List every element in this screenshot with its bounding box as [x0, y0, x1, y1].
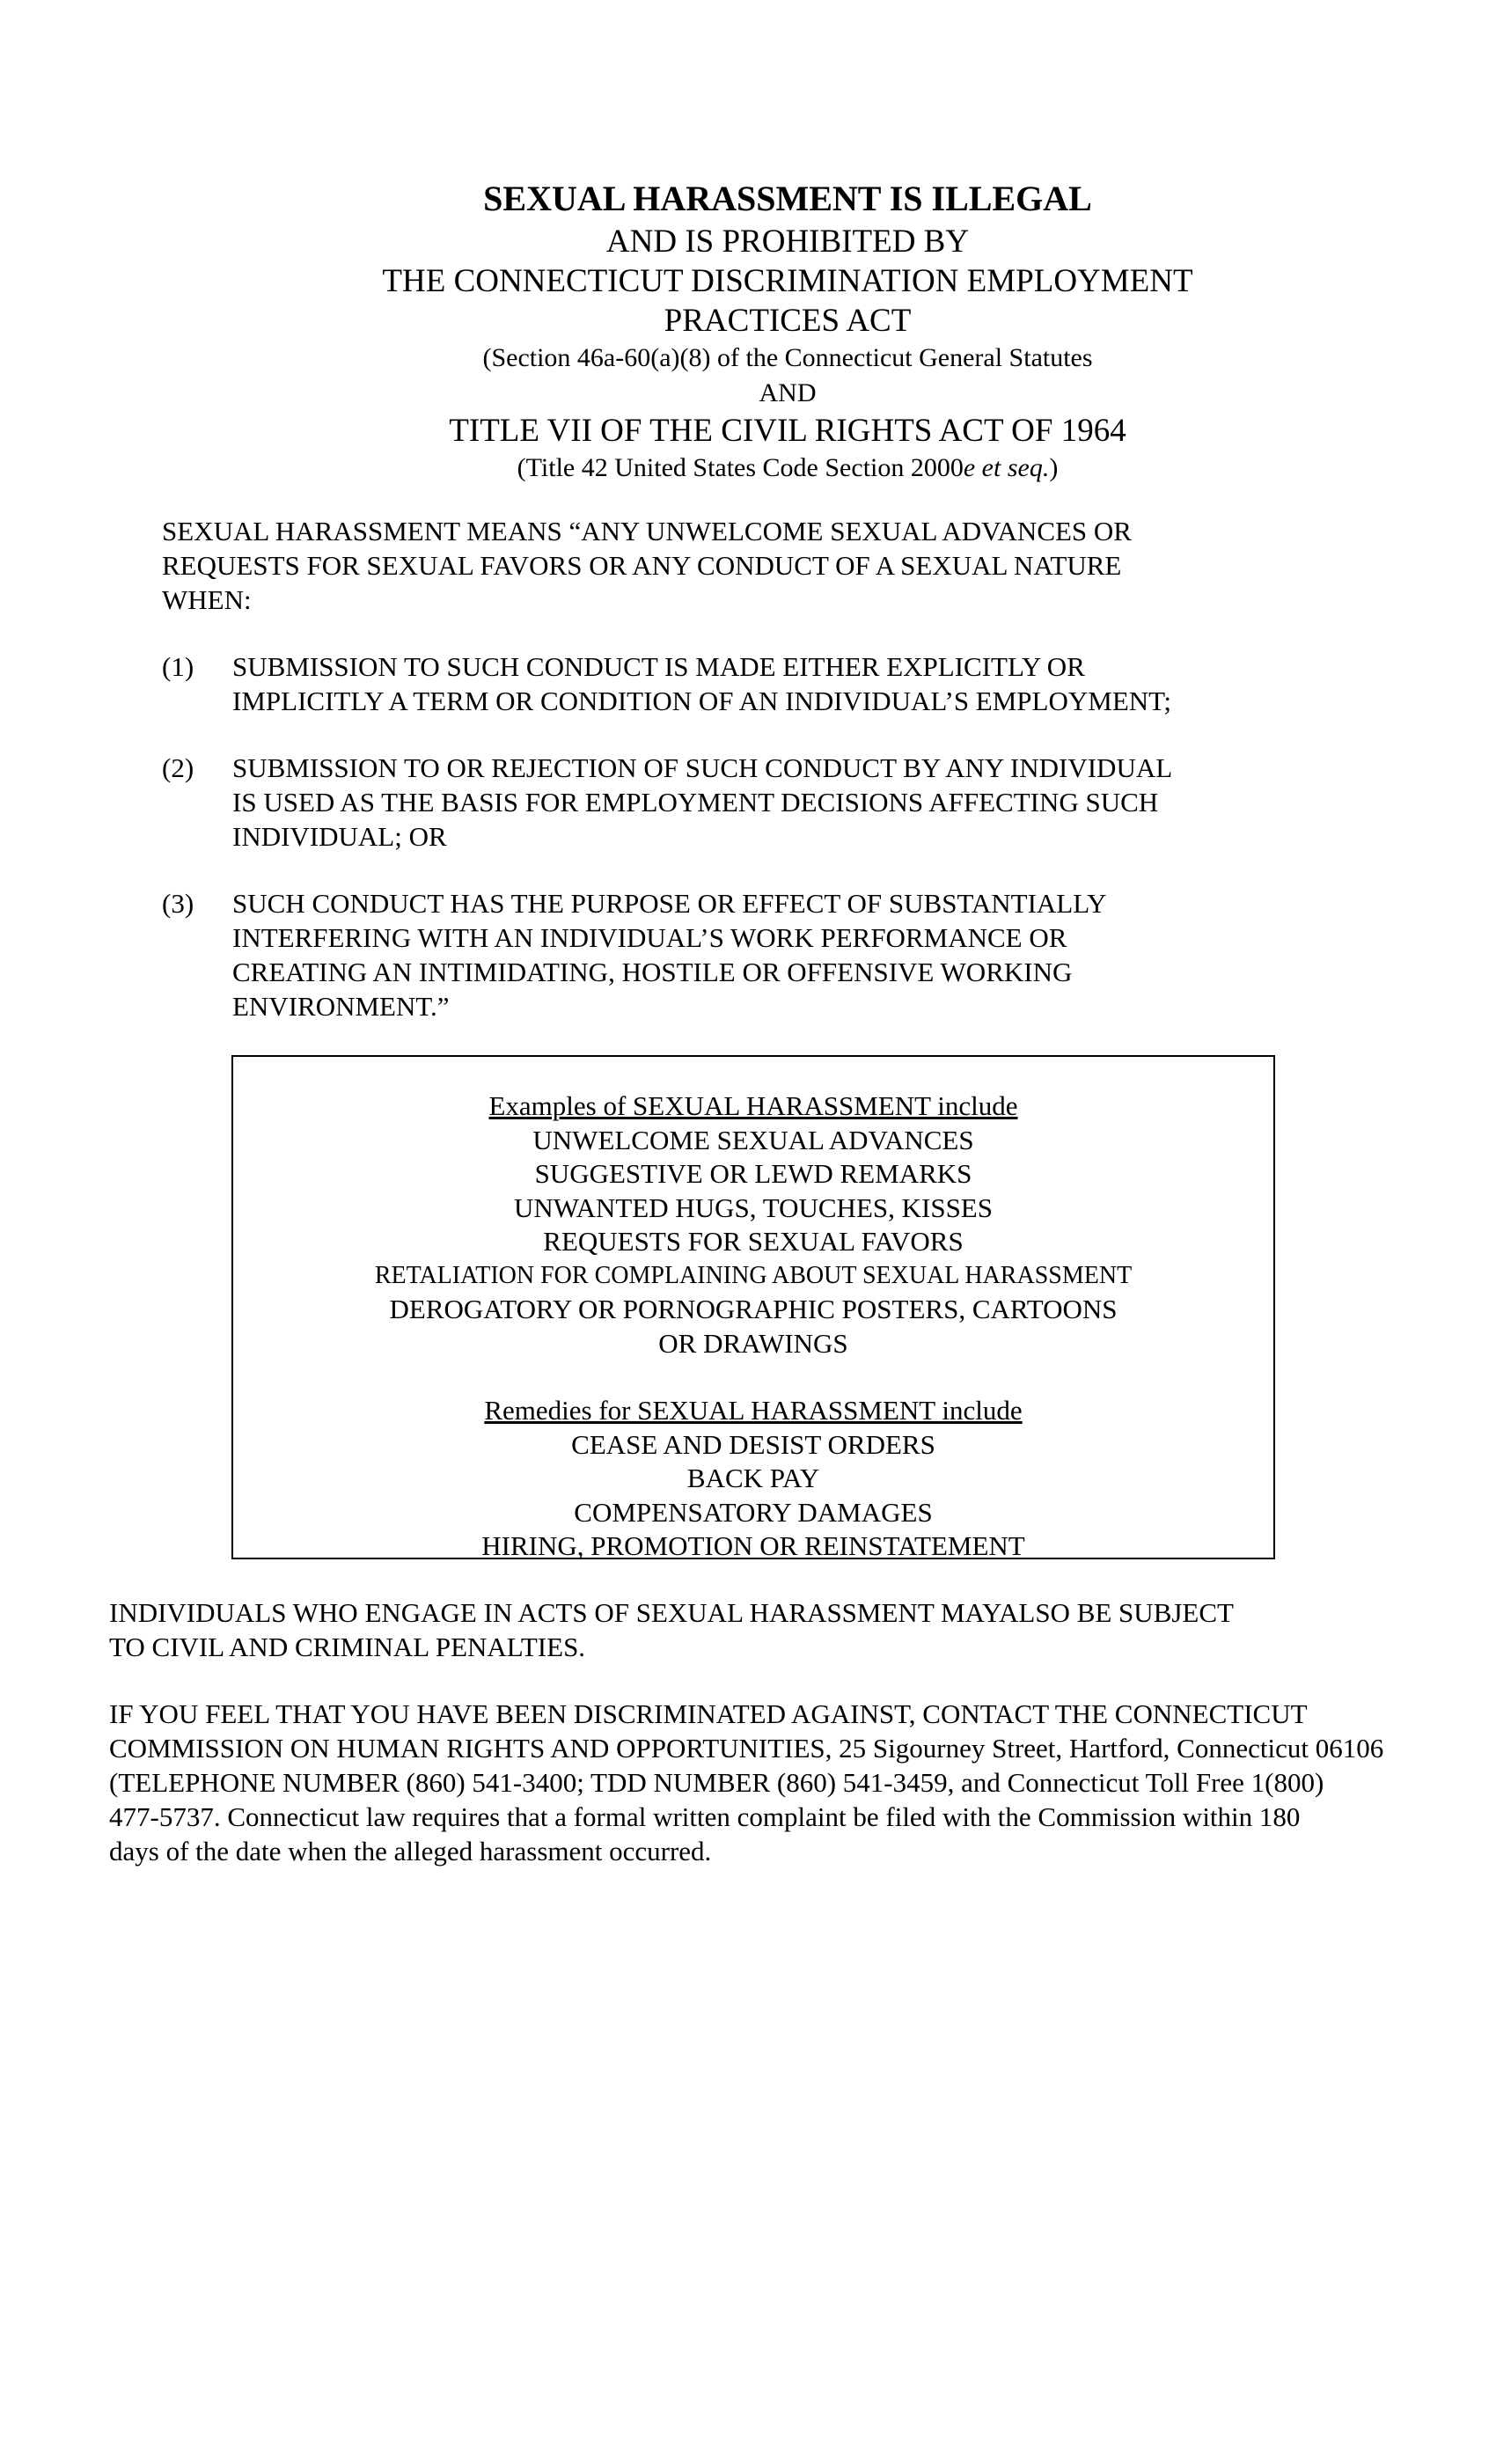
clause-line: IMPLICITLY A TERM OR CONDITION OF AN INDIVIDUAL’S EMPLOYMENT;: [232, 686, 1171, 716]
header-line: THE CONNECTICUT DISCRIMINATION EMPLOYMENT: [382, 263, 1193, 299]
clause-line: SUCH CONDUCT HAS THE PURPOSE OR EFFECT OF SUBSTANTIALLY: [232, 888, 1107, 919]
usc-citation: [0, 451, 1496, 486]
definition-section: [162, 514, 1306, 1056]
example-item: OR DRAWINGS: [658, 1327, 848, 1359]
header-and: AND: [759, 378, 817, 407]
paragraph-line: IF YOU FEEL THAT YOU HAVE BEEN DISCRIMINATED AGAINST, CONTACT THE CONNECTICUT: [109, 1698, 1308, 1729]
clause-line: CREATING AN INTIMIDATING, HOSTILE OR OFFENSIVE WORKING: [232, 957, 1073, 987]
example-item: DEROGATORY OR PORNOGRAPHIC POSTERS, CARTOONS: [389, 1294, 1118, 1324]
example-item: UNWANTED HUGS, TOUCHES, KISSES: [514, 1192, 993, 1223]
penalties-paragraph: [109, 1595, 1482, 1664]
usc-citation-prefix: (Title 42 United States Code Section 2000: [517, 453, 964, 482]
paragraph-line: TO CIVIL AND CRIMINAL PENALTIES.: [109, 1632, 586, 1662]
usc-citation-italic: e et seq.: [963, 453, 1050, 482]
definition-line: REQUESTS FOR SEXUAL FAVORS OR ANY CONDUCT OF A SEXUAL NATURE: [162, 550, 1122, 581]
example-item: REQUESTS FOR SEXUAL FAVORS: [543, 1226, 964, 1257]
header-line: TITLE VII OF THE CIVIL RIGHTS ACT OF 1964: [449, 413, 1126, 449]
paragraph-line: (TELEPHONE NUMBER (860) 541-3400; TDD NUMBER (860) 541-3459, and Connecticut Toll Free 1(800): [109, 1767, 1324, 1798]
paragraph-line: COMMISSION ON HUMAN RIGHTS AND OPPORTUNITIES, 25 Sigourney Street, Hartford, Connecticut 06106: [109, 1733, 1384, 1764]
paragraph-line: days of the date when the alleged harassment occurred.: [109, 1836, 712, 1866]
paragraph-line: 477-5737. Connecticut law requires that a formal written complaint be filed with the Commission within 180: [109, 1801, 1301, 1832]
notice-header: [0, 176, 1496, 486]
contact-paragraph: [109, 1697, 1482, 1868]
remedies-heading: Remedies for SEXUAL HARASSMENT include: [484, 1395, 1023, 1426]
clause-line: SUBMISSION TO SUCH CONDUCT IS MADE EITHER EXPLICITLY OR: [232, 651, 1085, 682]
clause-number: (3): [162, 888, 194, 919]
definition-line: WHEN:: [162, 584, 252, 615]
examples-heading: Examples of SEXUAL HARASSMENT include: [488, 1090, 1018, 1121]
clause-line: INDIVIDUAL; OR: [232, 821, 447, 852]
paragraph-line: INDIVIDUALS WHO ENGAGE IN ACTS OF SEXUAL HARASSMENT MAYALSO BE SUBJECT: [109, 1597, 1234, 1628]
header-line: PRACTICES ACT: [664, 303, 912, 339]
clause-3: [162, 886, 1306, 1023]
clause-line: IS USED AS THE BASIS FOR EMPLOYMENT DECISIONS AFFECTING SUCH: [232, 787, 1159, 818]
remedy-item: BACK PAY: [686, 1463, 820, 1493]
box-spacer: [233, 1360, 1273, 1394]
remedy-item: COMPENSATORY DAMAGES: [574, 1496, 933, 1528]
example-item: UNWELCOME SEXUAL ADVANCES: [532, 1124, 974, 1155]
example-item: RETALIATION FOR COMPLAINING ABOUT SEXUAL HARASSMENT: [374, 1261, 1133, 1289]
usc-citation-suffix: ): [1049, 453, 1059, 482]
clause-line: INTERFERING WITH AN INDIVIDUAL’S WORK PERFORMANCE OR: [232, 922, 1067, 953]
statute-citation: (Section 46a-60(a)(8) of the Connecticut General Statutes: [482, 343, 1093, 372]
clause-line: SUBMISSION TO OR REJECTION OF SUCH CONDUCT BY ANY INDIVIDUAL: [232, 752, 1173, 783]
remedy-item: CEASE AND DESIST ORDERS: [571, 1428, 935, 1460]
clause-number: (2): [162, 752, 194, 783]
definition-intro: [162, 514, 1306, 617]
header-line: AND IS PROHIBITED BY: [605, 224, 970, 260]
clause-number: (1): [162, 651, 194, 682]
examples-remedies-box: [231, 1055, 1275, 1559]
example-item: SUGGESTIVE OR LEWD REMARKS: [534, 1158, 972, 1189]
definition-line: SEXUAL HARASSMENT MEANS “ANY UNWELCOME SEXUAL ADVANCES OR: [162, 516, 1132, 546]
page-title: SEXUAL HARASSMENT IS ILLEGAL: [483, 179, 1092, 218]
clause-1: [162, 649, 1306, 718]
clause-2: [162, 751, 1306, 854]
remedy-item: HIRING, PROMOTION OR REINSTATEMENT: [481, 1530, 1025, 1561]
clause-line: ENVIRONMENT.”: [232, 991, 450, 1022]
